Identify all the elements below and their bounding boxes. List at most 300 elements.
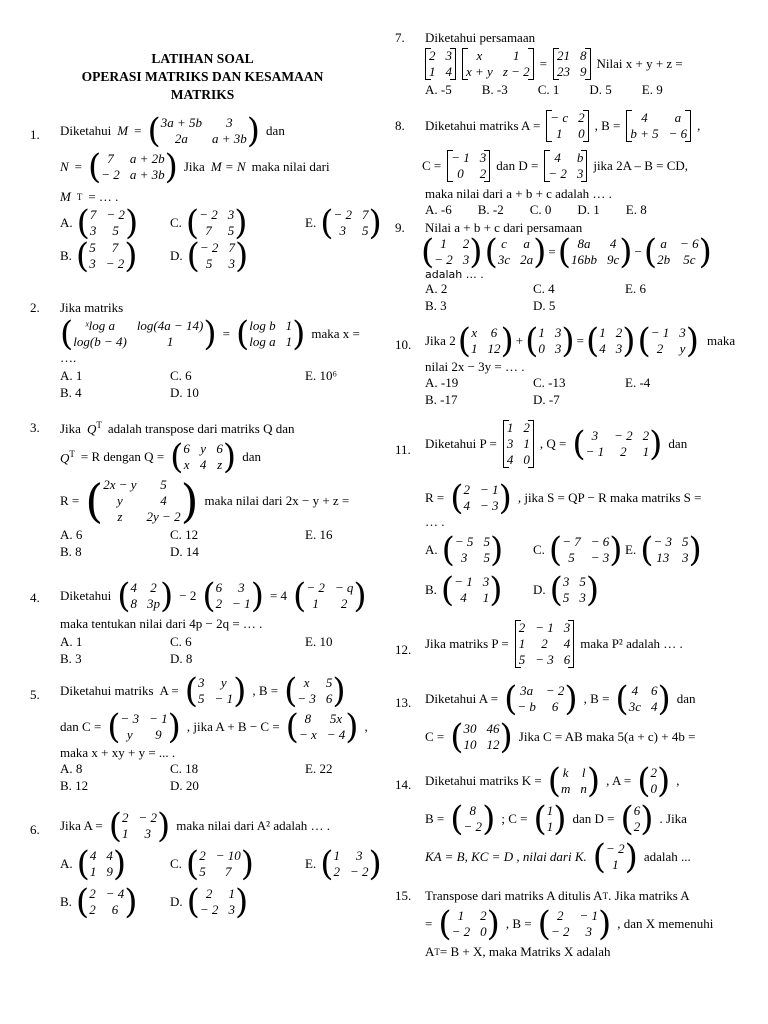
matrix-entry: 1 <box>470 341 478 356</box>
matrix-entry: y <box>126 727 133 742</box>
matrix-entry: 6 <box>563 652 571 667</box>
matrix-entry: 3 <box>679 325 686 340</box>
matrix-entry: Q <box>86 421 97 437</box>
matrix-entry: 1 <box>440 236 447 251</box>
matrix-entry: 2a <box>174 131 188 146</box>
matrix-p <box>515 620 575 668</box>
matrix-entry: n <box>580 781 587 796</box>
matrix-entry: 3 <box>198 675 205 690</box>
matrix-entry: 2 <box>199 848 206 863</box>
matrix-entry: 3p <box>147 596 161 611</box>
option-b[interactable]: B. 3 <box>60 651 82 666</box>
matrix-a: ( 1 2 − 2 0 ) <box>438 904 500 944</box>
matrix-d <box>544 150 587 182</box>
matrix-entry: a + 3b <box>129 167 165 182</box>
matrix-d: ( a − 6 2b 5c ) <box>643 232 712 272</box>
option-e[interactable]: E. ( − 3 5 13 3 ) <box>625 530 702 570</box>
matrix-entry: 4 <box>599 341 606 356</box>
option-e[interactable]: E. 6 <box>625 281 646 296</box>
matrix-entry: 3 <box>554 325 562 340</box>
matrix-a: ( 3a − 2 − b 6 ) <box>504 679 578 719</box>
option-b[interactable]: B. 3 <box>425 298 447 313</box>
matrix-c: ( 30 46 10 12 ) <box>450 717 513 757</box>
matrix-entry: 1 <box>523 436 530 451</box>
matrix-entry: 2 <box>333 864 340 879</box>
matrix-entry: 1 <box>518 636 526 651</box>
option-c[interactable]: C. 1 <box>537 82 560 97</box>
matrix-entry: a <box>674 110 682 125</box>
question-number: 7. <box>395 30 405 45</box>
option-b[interactable]: B. ( 2 − 4 2 6 ) <box>60 882 138 922</box>
matrix-entry: 30 <box>463 721 477 736</box>
option-b[interactable]: B. ( 5 7 3 − 2 ) <box>60 236 138 276</box>
matrix-b: ( 2 − 1 − 2 3 ) <box>537 904 612 944</box>
question-number: 1. <box>30 127 40 142</box>
matrix-entry: 0 <box>650 781 657 796</box>
text: dan D = <box>496 158 539 173</box>
text: maka <box>707 333 736 348</box>
matrix-entry: A. <box>60 215 73 230</box>
matrix-entry: 2 <box>89 902 96 917</box>
matrix-entry: 3 <box>355 848 363 863</box>
matrix-entry: 6 <box>216 441 223 457</box>
option-a[interactable]: A. 2 <box>425 281 448 296</box>
matrix-entry: x <box>471 325 478 340</box>
matrix-entry: A. <box>425 542 438 557</box>
matrix-entry: − 6 <box>680 236 699 251</box>
matrix-p <box>503 420 534 468</box>
option-c[interactable]: C. ( 2 − 10 5 7 ) <box>170 844 254 884</box>
text: , jika S = QP − R maka matriks S = <box>517 490 702 505</box>
text: nilai 2x − 3y = … . <box>425 359 525 374</box>
option-d[interactable]: D. ( 3 5 5 3 ) <box>533 570 600 610</box>
option-a[interactable]: A. ( 7 − 2 3 5 ) <box>60 203 139 243</box>
text: . Jika <box>659 811 687 826</box>
matrix-entry: C. <box>170 215 182 230</box>
option-d[interactable]: D. 5 <box>533 298 556 313</box>
matrix-entry: − 1 <box>650 325 670 340</box>
matrix-entry: 1 <box>506 420 514 435</box>
question-number: 4. <box>30 590 40 605</box>
matrix-entry: 4 <box>554 150 561 165</box>
matrix-c: ( 1 1 ) <box>533 799 567 839</box>
question-number: 10. <box>395 337 412 352</box>
matrix-entry: 0 <box>578 126 585 141</box>
matrix-entry: B. <box>60 248 72 263</box>
text: = B + X, maka Matriks X adalah <box>439 944 611 959</box>
matrix-entry: 2 <box>518 620 526 635</box>
matrix-entry: 1 <box>512 48 520 63</box>
matrix-entry: − 2 <box>550 924 570 939</box>
matrix-entry: 21 <box>557 48 570 63</box>
text: Diketahui matriks A = <box>425 118 541 133</box>
option-b[interactable]: B. ( − 1 3 4 1 ) <box>425 570 503 610</box>
option-e[interactable]: E. 16 <box>305 527 333 543</box>
matrix-entry: 2b <box>657 252 671 267</box>
matrix-entry: − 10 <box>215 848 241 863</box>
matrix-entry: 2 <box>150 580 157 595</box>
matrix-entry: 3 <box>462 252 470 267</box>
matrix-entry: − 3 <box>653 534 672 549</box>
matrix-entry: 2 <box>541 636 548 651</box>
text: , <box>364 719 368 734</box>
matrix-entry: − 3 <box>590 550 610 565</box>
matrix-entry: − 1 <box>480 482 499 497</box>
matrix-m: ( 3a + 5b 3 2a a + 3b ) <box>147 111 261 151</box>
text: dan <box>676 691 696 706</box>
matrix-entry: Q <box>60 449 70 465</box>
matrix-entry: 2 <box>642 428 650 443</box>
matrix-entry: 3 <box>554 341 562 356</box>
matrix-entry: 2 <box>633 819 641 834</box>
matrix-entry: 9 <box>155 727 162 742</box>
answer-options <box>425 281 755 314</box>
matrix-entry: 4 <box>130 580 138 595</box>
matrix-entry: x <box>476 48 483 63</box>
matrix-entry: − 6 <box>668 126 688 141</box>
matrix-entry: 1 <box>166 334 174 349</box>
matrix-entry: 1 <box>457 908 465 923</box>
matrix-entry: z <box>217 457 223 473</box>
matrix-b <box>462 48 534 80</box>
option-d[interactable]: D. ( − 2 7 5 3 ) <box>170 236 249 276</box>
text: M = N <box>210 159 246 174</box>
option-e[interactable]: E. -4 <box>625 375 651 390</box>
matrix-entry: z − 2 <box>502 64 530 79</box>
question-number: 6. <box>30 822 40 837</box>
text: Diketahui A = <box>425 691 499 706</box>
matrix-entry: ˣlog a <box>85 318 116 333</box>
text: , Q = <box>539 436 567 451</box>
option-c[interactable]: C. ( − 2 3 7 5 ) <box>170 203 248 243</box>
matrix-entry: 7 <box>111 240 119 255</box>
option-d[interactable]: D. 20 <box>170 778 199 793</box>
answer-options <box>60 203 382 276</box>
option-a[interactable]: A. 8 <box>60 761 83 776</box>
matrix-b: ( 8 − 2 ) <box>450 799 496 839</box>
text: = … . <box>88 189 119 204</box>
matrix-a: ( 2 − 2 1 3 ) <box>108 806 171 846</box>
option-c[interactable]: C. 18 <box>170 761 199 776</box>
matrix-entry: B. <box>425 582 437 597</box>
matrix-b: ( 1 3 0 3 ) <box>525 321 575 361</box>
matrix-entry: T <box>69 448 75 459</box>
matrix-entry: 5 <box>483 550 490 565</box>
matrix-entry: 3 <box>460 550 468 565</box>
text: dan <box>668 436 688 451</box>
option-a[interactable]: A. ( 4 4 1 9 ) <box>60 844 127 884</box>
matrix-entry: x <box>183 457 190 473</box>
matrix-entry: 2 <box>122 810 129 825</box>
matrix-entry: − 2 <box>333 207 352 222</box>
matrix-a: ( 2 0 ) <box>637 761 671 801</box>
text: ; C = <box>501 811 528 826</box>
matrix-entry: − 1 <box>149 711 168 726</box>
option-b[interactable]: B. -2 <box>477 202 504 217</box>
answer-options <box>425 530 755 610</box>
matrix-entry: − 3 <box>480 498 499 513</box>
matrix-entry: − 2 <box>451 924 471 939</box>
option-b[interactable]: B. 12 <box>60 778 89 793</box>
matrix-entry: 4 <box>199 457 207 473</box>
matrix-entry: − 2 <box>306 580 325 595</box>
matrix-entry: 9 <box>106 864 113 879</box>
matrix-entry: 1 <box>429 64 436 79</box>
option-c[interactable]: C. 6 <box>170 634 192 649</box>
option-b[interactable]: B. -17 <box>425 392 458 407</box>
question-number: 3. <box>30 420 40 435</box>
matrix-entry: 12 <box>487 341 501 356</box>
option-c[interactable]: C. 6 <box>170 368 192 383</box>
option-c[interactable]: C. 4 <box>533 281 555 296</box>
option-a[interactable]: A. ( − 5 5 3 5 ) <box>425 530 504 570</box>
matrix-entry: 2 <box>462 236 470 251</box>
matrix-entry: 5 <box>568 550 575 565</box>
matrix-entry: 1 <box>285 318 293 333</box>
matrix-entry: 4 <box>160 493 167 509</box>
text: maka tentukan nilai dari 4p − 2q = … . <box>60 616 263 631</box>
option-d[interactable]: D. 14 <box>170 544 199 560</box>
option-e[interactable]: E. 10 <box>305 634 333 649</box>
matrix-entry: D. <box>533 582 546 597</box>
matrix-entry: 1 <box>285 334 293 349</box>
matrix-entry: 3 <box>563 620 571 635</box>
text: B = <box>425 811 445 826</box>
matrix-entry: 1 <box>538 325 545 340</box>
option-d[interactable]: D. 5 <box>589 82 612 97</box>
text: A = <box>159 683 179 698</box>
matrix-entry: 0 <box>457 166 464 181</box>
matrix-entry: 6 <box>633 803 641 818</box>
question-number: 8. <box>395 118 405 133</box>
matrix-entry: − 2 <box>349 864 369 879</box>
matrix-entry: 4 <box>463 498 471 513</box>
matrix-entry: a + 2b <box>129 151 165 166</box>
matrix-entry: 2 <box>650 765 657 780</box>
option-d[interactable]: D. ( 2 1 − 2 3 ) <box>170 882 249 922</box>
matrix-entry: − 2 <box>434 252 453 267</box>
text: adalah ... <box>643 849 691 864</box>
matrix-entry: b + 5 <box>630 126 659 141</box>
text: KA = B, KC = D , nilai dari K. <box>425 849 587 864</box>
matrix-entry: 1 <box>546 819 554 834</box>
option-a[interactable]: A. 1 <box>60 634 83 649</box>
matrix-entry: 9 <box>580 64 587 79</box>
text: = R dengan Q = <box>80 449 165 465</box>
matrix-entry: − 1 <box>579 908 598 923</box>
matrix-entry: 5 <box>325 675 333 690</box>
option-d[interactable]: D. 8 <box>170 651 193 666</box>
matrix-entry: 2 <box>656 341 664 356</box>
matrix-entry: 3 <box>89 223 97 238</box>
matrix-entry: 5 <box>205 256 213 271</box>
matrix-c <box>553 48 591 80</box>
option-e[interactable]: E. 9 <box>641 82 663 97</box>
text: , A = <box>606 773 632 788</box>
matrix-entry: 5 <box>362 223 369 238</box>
matrix-entry: 1 <box>482 590 490 605</box>
text: dan C = <box>60 719 102 734</box>
text: − 2 <box>179 588 197 603</box>
option-b[interactable]: B. 4 <box>60 385 82 400</box>
matrix-a: ( x 6 1 12 ) <box>457 321 514 361</box>
matrix-a: ( 1 2 − 2 3 ) <box>421 232 483 272</box>
text: Jika 2 <box>425 333 456 348</box>
title-line-2: OPERASI MATRIKS DAN KESAMAAN <box>81 69 324 84</box>
question-number: 13. <box>395 695 412 710</box>
option-b[interactable]: B. 8 <box>60 544 82 560</box>
matrix-entry: 5 <box>112 223 119 238</box>
matrix-entry: 2 <box>340 596 348 611</box>
option-d[interactable]: D. 1 <box>577 202 600 217</box>
matrix-entry: 3 <box>479 150 487 165</box>
page-title <box>30 50 375 104</box>
text: T <box>602 891 609 901</box>
matrix-entry: a + 3b <box>212 131 247 146</box>
option-e[interactable]: E. 22 <box>305 761 333 776</box>
matrix-entry: 0 <box>480 924 487 939</box>
matrix-entry: 8 <box>580 48 587 63</box>
matrix-entry: B. <box>60 894 72 909</box>
matrix-entry: 3a <box>520 683 534 698</box>
matrix-entry: 16bb <box>570 252 597 267</box>
matrix-entry: x + y <box>466 64 493 79</box>
matrix-entry: 5 <box>89 240 96 255</box>
matrix-entry: 6 <box>183 441 190 457</box>
option-a[interactable]: A. -6 <box>425 202 452 217</box>
matrix-entry: 2 <box>556 908 564 923</box>
matrix-b: ( x 5 − 3 6 ) <box>284 671 346 711</box>
text: , <box>676 773 680 788</box>
matrix-r: ( 2x − y 5 y 4 z 2y − 2 ) <box>85 474 199 529</box>
matrix-entry: 5 <box>518 652 526 667</box>
option-e[interactable]: E. 8 <box>625 202 647 217</box>
text: dan D = <box>572 811 615 826</box>
text: adalah … . <box>425 268 484 281</box>
option-c[interactable]: C. -13 <box>533 375 566 390</box>
matrix-entry: 5 <box>579 574 586 589</box>
matrix-entry: 5 <box>198 691 205 706</box>
matrix-entry: 3 <box>228 256 235 271</box>
matrix-entry: c <box>501 236 507 251</box>
matrix-entry: − 1 <box>535 620 554 635</box>
matrix-entry: 4 <box>641 110 648 125</box>
answer-options <box>60 634 375 667</box>
matrix-entry: 3 <box>562 574 570 589</box>
matrix-entry: 2 <box>620 444 627 459</box>
text: = 4 <box>269 588 288 603</box>
matrix-entry: 3 <box>228 902 235 917</box>
matrix-entry: 46 <box>486 721 500 736</box>
answer-options <box>60 844 382 922</box>
option-a[interactable]: A. 6 <box>60 527 83 543</box>
matrix-entry: l <box>581 765 586 780</box>
matrix-entry: 3 <box>144 826 152 841</box>
matrix-entry: 3 <box>339 223 346 238</box>
option-a[interactable]: A. -5 <box>425 82 452 97</box>
matrix-entry: 2 <box>578 110 585 125</box>
question-number: 9. <box>395 220 405 235</box>
matrix-entry: 1 <box>546 803 554 818</box>
option-c[interactable]: C. ( − 7 − 6 5 − 3 ) <box>533 530 623 570</box>
matrix-c: ( − 3 − 1 y 9 ) <box>107 707 181 747</box>
text: maka x + xy + y = ... . <box>60 745 176 760</box>
matrix-entry: 2 <box>429 48 436 63</box>
option-d[interactable]: D. -7 <box>533 392 560 407</box>
matrix-entry: − 1 <box>454 574 473 589</box>
text: T <box>434 947 440 957</box>
matrix-entry: b <box>576 150 584 165</box>
matrix-entry: 8 <box>469 803 477 818</box>
matrix-entry: 1 <box>122 826 129 841</box>
matrix-entry: − 1 <box>214 691 234 706</box>
matrix-entry: D. <box>170 248 183 263</box>
option-e[interactable]: E. ( 1 3 2 − 2 ) <box>305 844 382 884</box>
matrix-entry: y <box>679 341 686 356</box>
matrix-entry: 3 <box>482 574 490 589</box>
matrix-b: ( 6 3 2 − 1 ) <box>202 576 264 616</box>
matrix-entry: − b <box>517 699 536 714</box>
question-number: 12. <box>395 642 412 657</box>
matrix-entry: 2a <box>520 252 534 267</box>
matrix-entry: k <box>562 765 569 780</box>
matrix-d: ( 6 2 ) <box>620 799 654 839</box>
question-number: 15. <box>395 888 412 903</box>
option-a[interactable]: A. -19 <box>425 375 459 390</box>
matrix-entry: log(b − 4) <box>73 334 127 349</box>
matrix-entry: − 7 <box>562 534 581 549</box>
matrix-entry: 13 <box>656 550 670 565</box>
text: , <box>697 118 701 133</box>
text: R = <box>425 490 445 505</box>
option-e[interactable]: E. 10⁶ <box>305 368 337 383</box>
matrix-entry: 3 <box>226 115 233 130</box>
answer-options <box>425 82 755 98</box>
matrix-entry: 4 <box>563 636 571 651</box>
matrix-entry: 0 <box>523 452 530 467</box>
answer-options <box>425 202 755 218</box>
matrix-entry: 5 <box>199 864 206 879</box>
option-c[interactable]: C. 0 <box>529 202 552 217</box>
matrix-entry: 3 <box>585 924 592 939</box>
text: maka nilai dari 2x − y + z = <box>204 493 350 509</box>
matrix-entry: 2 <box>215 596 223 611</box>
matrix-entry: 1 <box>599 325 606 340</box>
answer-options <box>60 368 375 401</box>
option-d[interactable]: D. 10 <box>170 385 199 400</box>
matrix-entry: − 3 <box>120 711 140 726</box>
option-a[interactable]: A. 1 <box>60 368 83 383</box>
question-number: 14. <box>395 777 412 792</box>
option-e[interactable]: E. ( − 2 7 3 5 ) <box>305 203 382 243</box>
option-b[interactable]: B. -3 <box>481 82 508 97</box>
matrix-c: ( 1 2 4 3 ) <box>585 321 636 361</box>
matrix-entry: − 2 <box>548 166 567 181</box>
matrix-entry: − 6 <box>590 534 610 549</box>
text: = <box>425 916 433 931</box>
matrix-log-b: ( log b 1 log a 1 ) <box>235 314 306 354</box>
matrix-b: ( c a 3c 2a ) <box>484 232 547 272</box>
matrix-entry: − q <box>334 580 354 595</box>
option-c[interactable]: C. 12 <box>170 527 199 543</box>
question-number: 5. <box>30 687 40 702</box>
matrix-entry: 3 <box>591 428 599 443</box>
matrix-entry: 7 <box>107 151 114 166</box>
matrix-d: ( 8 5x − x − 4 ) <box>285 707 359 747</box>
matrix-entry: 1 <box>312 596 319 611</box>
text: dan <box>266 123 285 138</box>
text: maka nilai dari a + b + c adalah … . <box>425 186 612 201</box>
